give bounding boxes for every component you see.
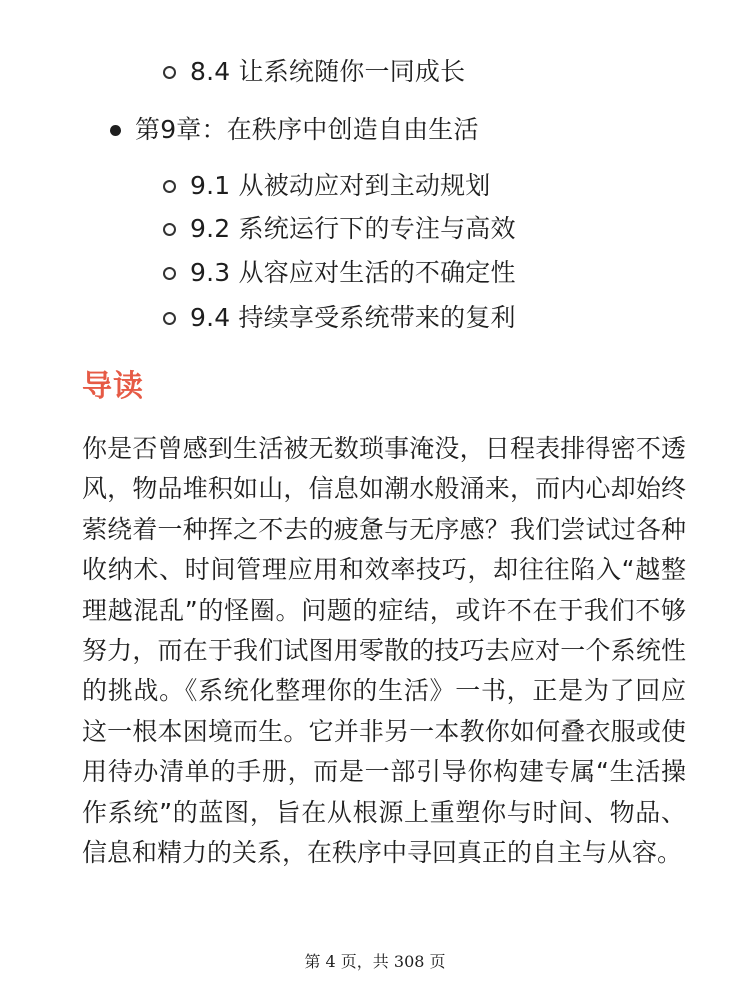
open-circle-bullet-icon <box>163 267 176 280</box>
toc-item-8-4 <box>163 55 465 89</box>
open-circle-bullet-icon <box>163 66 176 79</box>
toc-item-9-2 <box>163 212 516 246</box>
toc-item-9-4 <box>163 301 516 335</box>
toc-item-label: 9.4 持续享受系统带来的复利 <box>190 303 516 332</box>
toc-item-label: 9.3 从容应对生活的不确定性 <box>190 258 516 287</box>
open-circle-bullet-icon <box>163 223 176 236</box>
toc-item-label: 9.2 系统运行下的专注与高效 <box>190 214 516 243</box>
toc-item-label: 8.4 让系统随你一同成长 <box>190 57 466 86</box>
intro-paragraph: 你是否曾感到生活被无数琐事淹没，日程表排得密不透风，物品堆积如山，信息如潮水般涌来，而内心却始终萦绕着一种挥之不去的疲惫与无序感？我们尝试过各种收纳术、时间管理应用和效率技巧，却往往陷入“越整理越混乱”的怪圈。问题的症结，或许不在于我们不够努力，而在于我们试图用零散的技巧去应对一个系统性的挑战。《系统化整理你的生活》一书，正是为了回应这一根本困境而生。它并非另一本教你如何叠衣服或使用待办清单的手册，而是一部引导你构建专属“生活操作系统”的蓝图，旨在从根源上重塑你与时间、物品、信息和精力的关系，在秩序中寻回真正的自主与从容。 <box>82 434 686 868</box>
page-number-footer: 第 4 页，共 308 页 <box>304 952 446 971</box>
open-circle-bullet-icon <box>163 180 176 193</box>
open-circle-bullet-icon <box>163 312 176 325</box>
filled-disc-bullet-icon <box>110 125 121 136</box>
toc-item-9-3 <box>163 256 516 290</box>
section-heading: 导读 <box>82 369 144 404</box>
toc-chapter-label: 第9章：在秩序中创造自由生活 <box>135 115 479 144</box>
toc-chapter-9 <box>110 113 479 147</box>
toc-item-label: 9.1 从被动应对到主动规划 <box>190 171 491 200</box>
toc-item-9-1 <box>163 169 491 203</box>
